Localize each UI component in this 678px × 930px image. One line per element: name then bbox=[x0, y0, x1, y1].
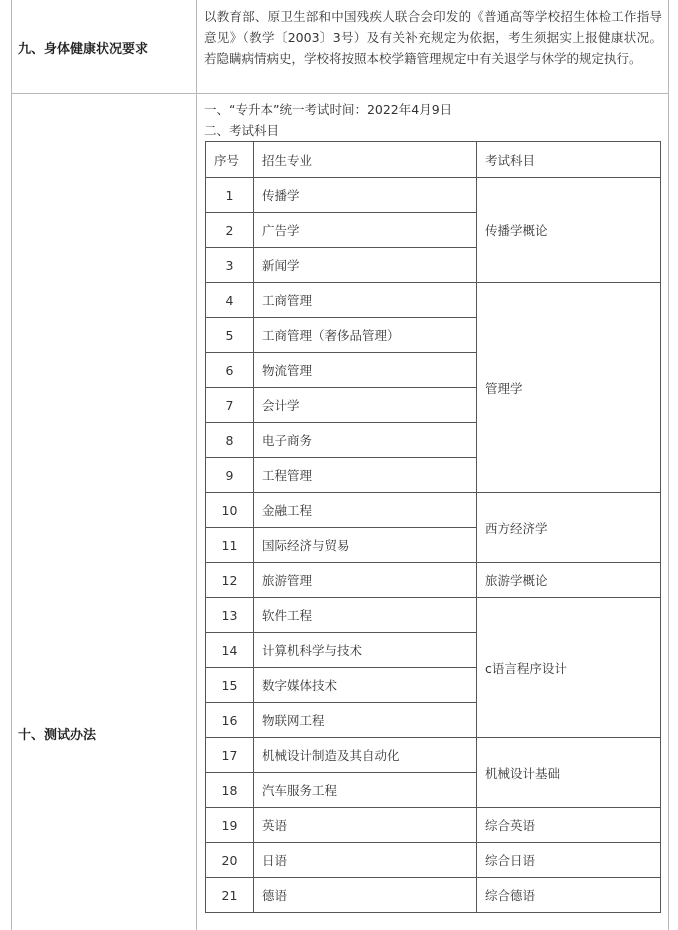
section10-label: 十、测试办法 bbox=[18, 728, 97, 743]
row-major: 电子商务 bbox=[254, 423, 477, 458]
row-number: 14 bbox=[206, 633, 254, 668]
row-number: 3 bbox=[206, 248, 254, 283]
row-number: 11 bbox=[206, 528, 254, 563]
row-major: 工商管理 bbox=[254, 283, 477, 318]
frame-left-line bbox=[11, 0, 12, 930]
exam-subjects-heading: 二、考试科目 bbox=[204, 123, 280, 138]
row-number: 18 bbox=[206, 773, 254, 808]
exam-subject-cell: c语言程序设计 bbox=[477, 598, 661, 738]
row-major: 计算机科学与技术 bbox=[254, 633, 477, 668]
row-major: 旅游管理 bbox=[254, 563, 477, 598]
row-major: 德语 bbox=[254, 878, 477, 913]
row-number: 5 bbox=[206, 318, 254, 353]
row-major: 机械设计制造及其自动化 bbox=[254, 738, 477, 773]
row-major: 软件工程 bbox=[254, 598, 477, 633]
table-row bbox=[206, 843, 661, 878]
table-row bbox=[206, 178, 661, 213]
row-number: 19 bbox=[206, 808, 254, 843]
section-divider-line bbox=[11, 93, 669, 94]
row-major: 国际经济与贸易 bbox=[254, 528, 477, 563]
exam-subjects-table bbox=[205, 141, 661, 913]
row-number: 10 bbox=[206, 493, 254, 528]
section9-label: 九、身体健康状况要求 bbox=[18, 42, 149, 57]
exam-subject-cell: 综合英语 bbox=[477, 808, 661, 843]
row-major: 工商管理（奢侈品管理） bbox=[254, 318, 477, 353]
frame-divider-line bbox=[196, 0, 197, 930]
row-major: 日语 bbox=[254, 843, 477, 878]
header-no: 序号 bbox=[206, 142, 254, 178]
row-number: 15 bbox=[206, 668, 254, 703]
row-number: 16 bbox=[206, 703, 254, 738]
row-major: 汽车服务工程 bbox=[254, 773, 477, 808]
exam-date-line: 一、“专升本”统一考试时间：2022年4月9日 bbox=[204, 102, 453, 117]
table-row bbox=[206, 563, 661, 598]
row-major: 传播学 bbox=[254, 178, 477, 213]
row-major: 物联网工程 bbox=[254, 703, 477, 738]
table-row bbox=[206, 738, 661, 773]
exam-subject-cell: 综合德语 bbox=[477, 878, 661, 913]
row-major: 会计学 bbox=[254, 388, 477, 423]
table-row bbox=[206, 808, 661, 843]
row-major: 数字媒体技术 bbox=[254, 668, 477, 703]
row-number: 8 bbox=[206, 423, 254, 458]
table-row bbox=[206, 283, 661, 318]
exam-subject-cell: 西方经济学 bbox=[477, 493, 661, 563]
section9-text: 以教育部、原卫生部和中国残疾人联合会印发的《普通高等学校招生体检工作指导意见》（教学〔2003〕3号）及有关补充规定为依据，考生须据实上报健康状况。若隐瞒病情病史，学校将按照本校学籍管理规定中有关退学与休学的规定执行。 bbox=[204, 9, 662, 66]
row-major: 工程管理 bbox=[254, 458, 477, 493]
table-header-row bbox=[206, 142, 661, 178]
row-major: 金融工程 bbox=[254, 493, 477, 528]
table-row bbox=[206, 598, 661, 633]
row-number: 7 bbox=[206, 388, 254, 423]
exam-subject-cell: 旅游学概论 bbox=[477, 563, 661, 598]
frame-right-line bbox=[668, 0, 669, 930]
row-number: 12 bbox=[206, 563, 254, 598]
exam-subject-cell: 综合日语 bbox=[477, 843, 661, 878]
row-number: 13 bbox=[206, 598, 254, 633]
row-number: 4 bbox=[206, 283, 254, 318]
row-number: 6 bbox=[206, 353, 254, 388]
row-number: 1 bbox=[206, 178, 254, 213]
table-row bbox=[206, 493, 661, 528]
exam-table-body bbox=[206, 142, 661, 913]
header-subject: 考试科目 bbox=[477, 142, 661, 178]
header-major: 招生专业 bbox=[254, 142, 477, 178]
row-number: 21 bbox=[206, 878, 254, 913]
row-number: 17 bbox=[206, 738, 254, 773]
exam-subject-cell: 传播学概论 bbox=[477, 178, 661, 283]
row-number: 9 bbox=[206, 458, 254, 493]
row-major: 英语 bbox=[254, 808, 477, 843]
exam-subject-cell: 管理学 bbox=[477, 283, 661, 493]
row-number: 2 bbox=[206, 213, 254, 248]
row-major: 广告学 bbox=[254, 213, 477, 248]
row-number: 20 bbox=[206, 843, 254, 878]
row-major: 物流管理 bbox=[254, 353, 477, 388]
row-major: 新闻学 bbox=[254, 248, 477, 283]
table-row bbox=[206, 878, 661, 913]
exam-subject-cell: 机械设计基础 bbox=[477, 738, 661, 808]
